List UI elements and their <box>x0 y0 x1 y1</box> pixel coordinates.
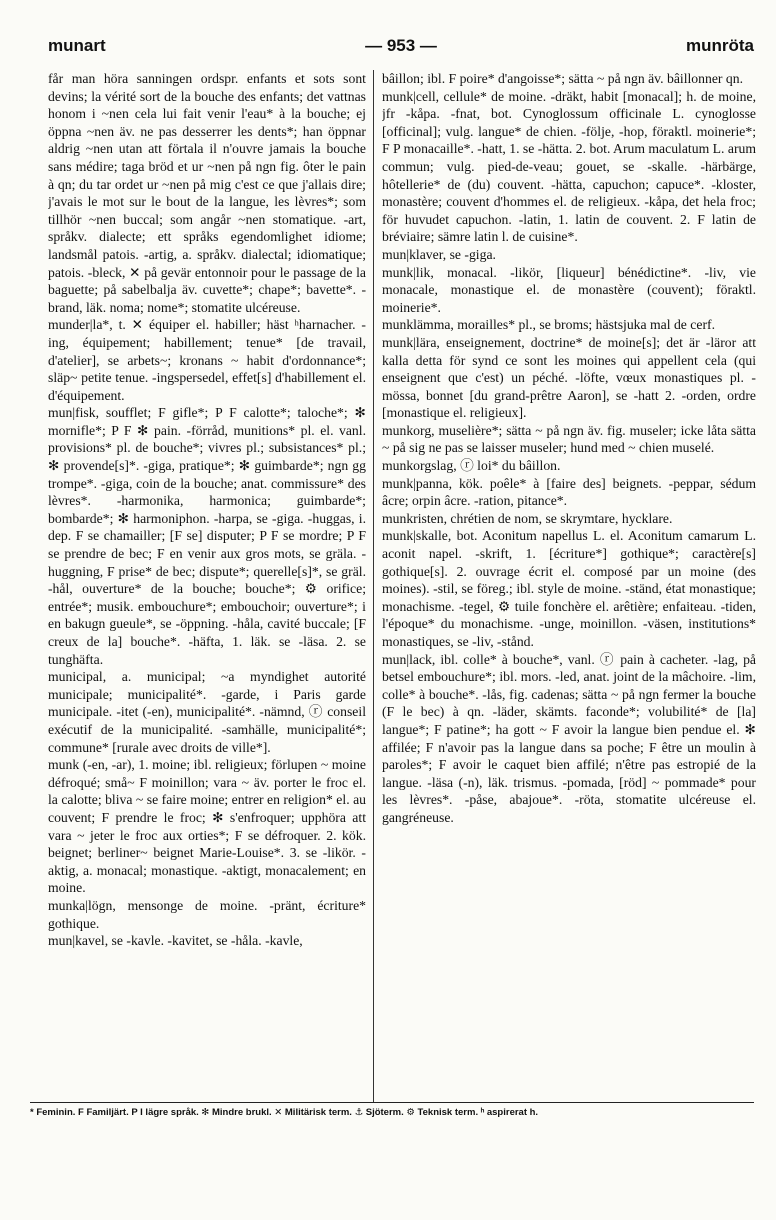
entry-paragraph: munder|la*, t. ✕ équiper el. habiller; häst ʰharnacher. -ing, équipement; habillement; tenue* [de travail, d'atelier], se arbets~; kronans ~ habit d'ordonnance*; släp~ petite tenue. -ingspersedel, effet[s] d'habillement el. d'équipement. <box>48 317 366 403</box>
entry-paragraph: mun|klaver, se -giga. <box>382 246 496 262</box>
page-header <box>48 36 754 62</box>
entry-paragraph: munk|lära, enseignement, doctrine* de moine[s]; det är -läror att kalla detta för synd ce sont les moines qui appellent cela (qui enseignent que c'est) un péché. -löfte, vœux monastiques pl. -mössa, bonnet [du grand-prêtre Aaron], se -hatt 2. -orden, ordre [monastique el. religieux]. <box>382 334 756 421</box>
entry-paragraph: munka|lögn, mensonge de moine. -pränt, écriture* gothique. <box>48 897 366 931</box>
footer-rule <box>30 1102 754 1103</box>
entry-paragraph: mun|fisk, soufflet; F gifle*; P F calotte*; taloche*; ✻ mornifle*; P F ✻ pain. -förråd, munitions* pl. el. vanl. provisions* pl. de bouche*; vivres pl.; subsistances* pl.; ✻ provende[s]*. -giga, pratique*; ✻ guimbarde*; ngn gg trompe*. -giga, coin de la bouche; anat. commissure* des lèvres*. -harmonika, harmonica; guimbarde*; bombarde*; ✻ harmoniphon. -harpa, se -giga. -huggas, i. dep. F se chamailler; [F se] disputer; P F se mordre; P F se prendre de bec; F en venir aux gros mots, se gräla. -huggning, F prise* de bec; dispute*; querelle[s]*, se gräl. -hål, ouverture* de la bouche; bouche*; ⚙ orifice; entrée*; musik. embouchure*; embouchoir; ouverture*; i en bakugn gueule*, se -öppning. -håla, cavité buccale; [F creux de la] bouche*. -häfta, 1. läk. se -läsa. 2. se tunghäfta. <box>48 405 366 667</box>
entry-paragraph: munkorgslag, ⓡ loi* du bâillon. <box>382 458 561 474</box>
header-first-word: munart <box>48 36 106 55</box>
entry-paragraph: munkorg, muselière*; sätta ~ på ngn äv. fig. museler; icke låta sätta ~ på sig ne pas se laisser museler; hund med ~ chien muselé. <box>382 422 756 456</box>
entry-paragraph: munk|lik, monacal. -likör, [liqueur] bénédictine*. -liv, vie monacale, monastique el. de monastère (couvent); föraktl. moinerie*. <box>382 264 756 315</box>
abbreviation-legend: * Feminin. F Familjärt. P I lägre språk. ✻ Mindre brukl. ✕ Militärisk term. ⚓ Sjöterm. ⚙ Teknisk term. ʰ aspirerat h. <box>30 1107 539 1118</box>
entry-paragraph: munk|panna, kök. poêle* à [faire des] beignets. -peppar, sédum âcre; orpin âcre. -ration, pitance*. <box>382 475 756 509</box>
entry-paragraph: munk|skalle, bot. Aconitum napellus L. el. Aconitum camarum L. aconit napel. -skrift, 1. [écriture*] gothique*; caractère[s] gothique[s]. 2. ouvrage écrit el. composé par un moine (des moines). -stil, se föreg.; ibl. style de moine. -ständ, état monastique; monachisme. -tegel, ⚙ tuile fonchère el. arêtière; enfaiteau. -tiden, l'époque* du monachisme. -unge, moinillon. -väsen, institutions* monastiques, se -liv, -stånd. <box>382 528 756 649</box>
entry-paragraph: mun|lack, ibl. colle* à bouche*, vanl. ⓡ pain à cacheter. -lag, på betsel embouchure*; ibl. mors. -led, anat. joint de la mâchoire. -lim, colle* à bouche*. -lås, fig. cadenas; sätta ~ på ngn fermer la bouche (F le bec) à qn. -läder, skämts. faconde*; volubilité* de [la] langue*; F patine*; ha gott ~ F avoir la langue bien pendue el. ✻ affilée; F n'avoir pas la langue dans sa poche; F être un moulin à paroles*; F avoir le caquet bien affilé; n'être pas estropié de la langue. -läsa (-n), läk. trismus. -pomada, [röd] ~ pommade* pour les lèvres*. -påse, abajoue*. -röta, stomatite ulcéreuse el. gangréneuse. <box>382 651 756 825</box>
right-column <box>382 70 756 1110</box>
entry-paragraph: får man höra sanningen ordspr. enfants et sots sont devins; la vérité sort de la bouche des enfants; det vattnas honom i ~nen cela lui fait venir l'eau* à la bouche; ej öppna ~nen äv. ne pas desserrer les dents*; han öppnar aldrig ~nen utan att förtala il n'ouvre jamais la bouche sans médire; taga bröd et ur ~nen på ngn fig. ôter le pain à qn; du tar ordet ur ~nen på mig c'est ce que j'allais dire; j'avais le mot sur le bout de la langue, les lèvres*; som tillhör ~nen buccal; som angår ~nen stomatique. -art, språkv. dialecte; ett språks egendomlighet idiome; landsmål patois. -artig, a. språkv. dialectal; idiomatique; patois. -bleck, ✕ på gevär entonnoir pour le passage de la baguette; på sabelbalja äv. cuvette*; chape*; bavette*. -brand, läk. noma; nome*; stomatite ulcéreuse. <box>48 71 366 315</box>
left-column <box>48 70 366 1110</box>
entry-paragraph: munk (-en, -ar), 1. moine; ibl. religieux; förlupen ~ moine défroqué; små~ F moinillon; vara ~ äv. porter le froc el. la calotte; bliva ~ se faire moine; entrer en religion* el. au couvent; F prendre le froc; ✻ s'enfroquer; upphöra att vara ~ jeter le froc aux orties*; F se défroquer. 2. kök. beignet; berliner~ beignet Marie-Louise*. 3. se -likör. -aktig, a. monacal; monastique. -aktigt, monacalement; en moine. <box>48 757 366 896</box>
column-divider <box>373 70 374 1102</box>
entry-paragraph: munk|cell, cellule* de moine. -dräkt, habit [monacal]; h. de moine, jfr -kåpa. -fnat, bot. Cynoglossum officinale L. cynoglosse [officinal]; vulg. langue* de chien. -följe, -hop, föraktl. moinerie*; F P monacaille*. -hatt, 1. se -hätta. 2. bot. Arum maculatum L. arum commun; vulg. pied-de-veau; gouet, se -skalle. -härbärge, hôtellerie* de (du) couvent. -hätta, capuchon; capuce*. -kloster, monastère; couvent d'hommes el. de religieux. -kåpa, det hela froc; för huvudet capuchon. -latin, 1. latin de couvent. 2. F latin de bréviaire; sämre latin l. de cuisine*. <box>382 88 756 245</box>
entry-paragraph: municipal, a. municipal; ~a myndighet autorité municipale; municipalité*. -garde, i Paris garde municipale. -itet (-en), municipalité*. -nämnd, ⓡ conseil exécutif de la municipalité. -samhälle, municipalité*; commune* [rurale avec droits de ville*]. <box>48 669 366 755</box>
header-last-word: munröta <box>686 36 754 55</box>
page-number: — 953 — <box>365 36 437 55</box>
entry-paragraph: mun|kavel, se -kavle. -kavitet, se -håla. -kavle, <box>48 933 303 949</box>
entry-paragraph: munkristen, chrétien de nom, se skrymtare, hycklare. <box>382 510 673 526</box>
entry-paragraph: bâillon; ibl. F poire* d'angoisse*; sätta ~ på ngn äv. bâillonner qn. <box>382 71 743 86</box>
entry-paragraph: munklämma, morailles* pl., se broms; hästsjuka mal de cerf. <box>382 317 715 333</box>
